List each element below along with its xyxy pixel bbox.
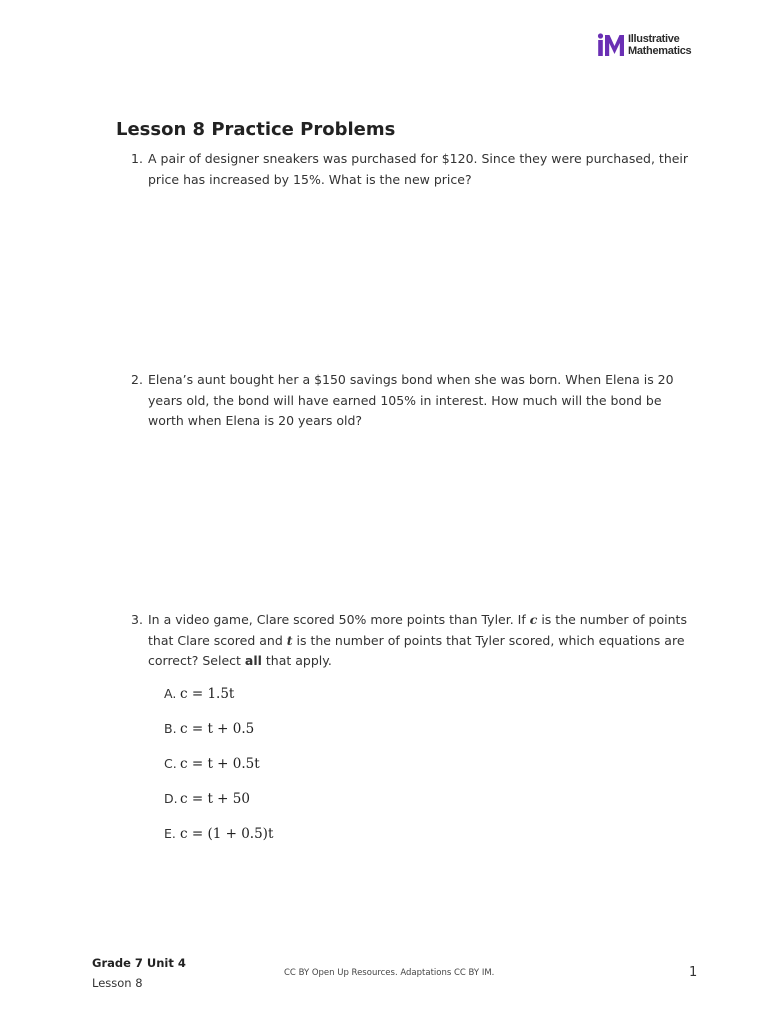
choice-letter: E.	[164, 826, 176, 841]
problem-1	[131, 149, 691, 190]
text-run: is the number of points	[537, 612, 687, 627]
problem-text	[148, 610, 691, 672]
choice-letter: A.	[164, 686, 177, 701]
problem-2	[131, 370, 691, 432]
logo-line-1: Illustrative	[628, 33, 680, 45]
choice-equation: c = t + 0.5t	[180, 756, 260, 772]
page-title: Lesson 8 Practice Problems	[116, 119, 396, 140]
problem-line	[148, 631, 691, 652]
footer-license: CC BY Open Up Resources. Adaptations CC BY IM.	[284, 968, 495, 978]
text-run: In a video game, Clare scored 50% more points than Tyler. If	[148, 612, 530, 627]
problem-3	[131, 610, 691, 672]
choice-e	[164, 823, 273, 845]
problem-number: 1.	[131, 151, 143, 166]
emphasis-all: all	[244, 653, 262, 668]
problem-number: 2.	[131, 372, 143, 387]
choice-equation: c = 1.5t	[180, 686, 235, 702]
variable-c: c	[529, 612, 538, 627]
choice-a	[164, 683, 234, 705]
problem-line: A pair of designer sneakers was purchased for $120. Since they were purchased, their	[148, 151, 689, 166]
choice-d	[164, 788, 250, 810]
im-logo-icon	[597, 33, 625, 57]
problem-text	[148, 149, 691, 190]
variable-t: t	[286, 632, 293, 648]
footer-grade-unit: Grade 7 Unit 4	[92, 956, 186, 970]
choice-letter: B.	[164, 721, 177, 736]
choice-equation: c = t + 50	[180, 791, 250, 807]
text-run: that apply.	[261, 653, 332, 668]
footer-lesson: Lesson 8	[92, 976, 143, 990]
logo-line-2: Mathematics	[628, 45, 692, 57]
problem-text	[148, 370, 691, 432]
choice-c	[164, 753, 260, 775]
page-number: 1	[689, 965, 698, 980]
problem-number: 3.	[131, 612, 143, 627]
problem-line: Elena’s aunt bought her a $150 savings bond when she was born. When Elena is 20	[148, 372, 674, 387]
choice-letter: C.	[164, 756, 177, 771]
logo-wordmark	[628, 33, 691, 57]
choice-equation: c = t + 0.5	[180, 721, 255, 737]
illustrative-mathematics-logo	[597, 33, 707, 61]
problem-line	[148, 610, 691, 631]
text-run: is the number of points that Tyler scored, which equations are	[292, 632, 685, 648]
problem-line	[148, 651, 691, 672]
choice-b	[164, 718, 254, 740]
text-run: correct? Select	[148, 653, 245, 668]
problem-line: price has increased by 15%. What is the new price?	[148, 171, 472, 187]
choice-letter: D.	[164, 791, 178, 806]
problem-line: worth when Elena is 20 years old?	[148, 413, 363, 428]
problem-line: years old, the bond will have earned 105% in interest. How much will the bond be	[148, 392, 662, 408]
choice-equation: c = (1 + 0.5)t	[180, 826, 274, 842]
text-run: that Clare scored and	[148, 632, 287, 648]
